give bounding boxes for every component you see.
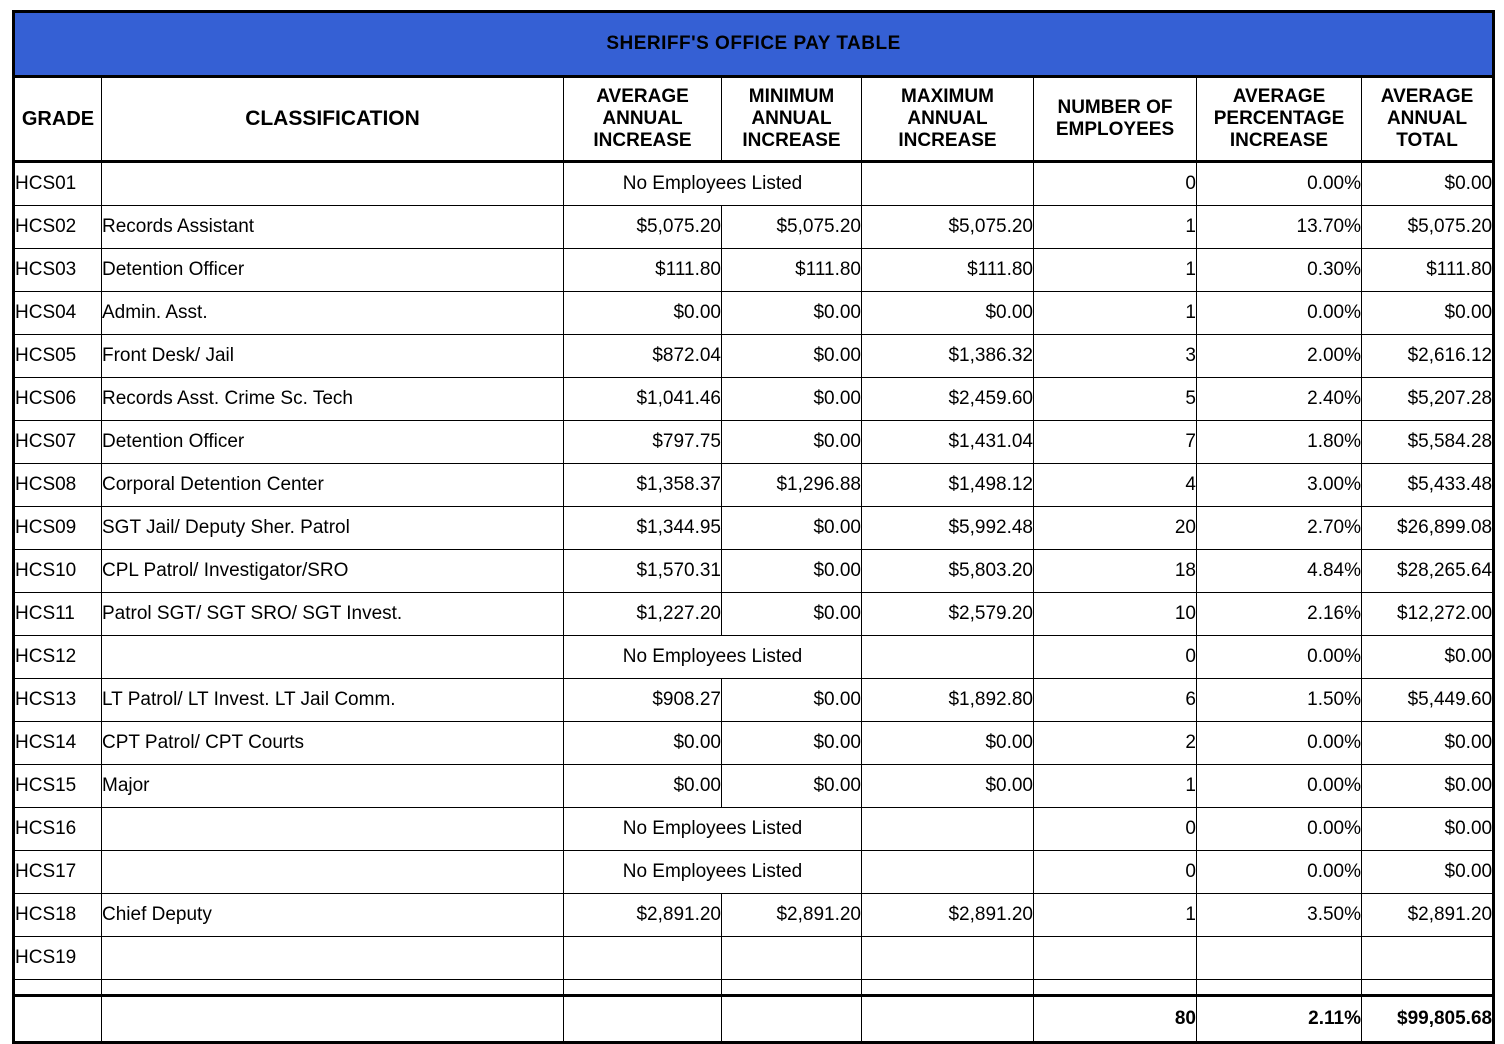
table-row [14,206,1494,249]
table-row [14,894,1494,937]
cell-total-minimum-annual-increase [722,996,862,1043]
cell-average-annual-total: $0.00 [1362,765,1494,808]
cell-grade: HCS07 [14,421,102,464]
cell-average-annual-total: $5,449.60 [1362,679,1494,722]
cell-average-annual-total: $0.00 [1362,292,1494,335]
cell-average-percentage-increase: 0.00% [1197,722,1362,765]
cell-maximum-annual-increase: $1,431.04 [862,421,1034,464]
table-row [14,335,1494,378]
cell-average-percentage-increase: 2.40% [1197,378,1362,421]
page-title: SHERIFF'S OFFICE PAY TABLE [14,12,1494,77]
cell-minimum-annual-increase: $0.00 [722,593,862,636]
cell-maximum-annual-increase: $2,459.60 [862,378,1034,421]
cell-minimum-annual-increase: $0.00 [722,765,862,808]
cell-average-annual-increase: $1,358.37 [564,464,722,507]
cell-grade: HCS05 [14,335,102,378]
cell-average-annual-total: $5,584.28 [1362,421,1494,464]
cell-maximum-annual-increase: $2,579.20 [862,593,1034,636]
cell-total-maximum-annual-increase [862,996,1034,1043]
cell-classification: Front Desk/ Jail [102,335,564,378]
cell-grade: HCS03 [14,249,102,292]
cell-minimum-annual-increase: $0.00 [722,421,862,464]
spacer-cell [722,980,862,996]
cell-number-of-employees: 4 [1034,464,1197,507]
cell-number-of-employees: 0 [1034,851,1197,894]
table-row [14,249,1494,292]
cell-maximum-annual-increase: $0.00 [862,722,1034,765]
cell-grade: HCS04 [14,292,102,335]
title-row [14,12,1494,77]
column-header-average-percentage-increase: AVERAGE PERCENTAGE INCREASE [1197,77,1362,162]
spacer-cell [14,980,102,996]
cell-maximum-annual-increase: $5,992.48 [862,507,1034,550]
cell-classification: Major [102,765,564,808]
cell-classification [102,636,564,679]
column-header-classification: CLASSIFICATION [102,77,564,162]
cell-average-annual-total: $5,433.48 [1362,464,1494,507]
table-row [14,593,1494,636]
cell-number-of-employees: 2 [1034,722,1197,765]
cell-number-of-employees: 1 [1034,249,1197,292]
cell-number-of-employees: 3 [1034,335,1197,378]
cell-grade: HCS06 [14,378,102,421]
cell-average-percentage-increase: 3.50% [1197,894,1362,937]
table-row [14,550,1494,593]
cell-classification: Corporal Detention Center [102,464,564,507]
cell-minimum-annual-increase: $1,296.88 [722,464,862,507]
cell-grade: HCS16 [14,808,102,851]
cell-total-number-of-employees: 80 [1034,996,1197,1043]
cell-maximum-annual-increase: $1,386.32 [862,335,1034,378]
cell-minimum-annual-increase: $0.00 [722,507,862,550]
table-row [14,636,1494,679]
table-body [14,162,1494,1043]
cell-number-of-employees: 7 [1034,421,1197,464]
cell-number-of-employees: 6 [1034,679,1197,722]
column-header-minimum-annual-increase: MINIMUM ANNUAL INCREASE [722,77,862,162]
cell-number-of-employees: 1 [1034,206,1197,249]
cell-grade: HCS14 [14,722,102,765]
table-row [14,937,1494,980]
cell-grade: HCS12 [14,636,102,679]
cell-average-percentage-increase: 1.50% [1197,679,1362,722]
cell-minimum-annual-increase: $0.00 [722,550,862,593]
cell-classification: LT Patrol/ LT Invest. LT Jail Comm. [102,679,564,722]
cell-average-annual-total: $28,265.64 [1362,550,1494,593]
column-header-grade: GRADE [14,77,102,162]
cell-average-annual-total: $2,891.20 [1362,894,1494,937]
cell-no-employees-listed: No Employees Listed [564,162,862,206]
cell-maximum-annual-increase [862,162,1034,206]
cell-average-annual-increase: $797.75 [564,421,722,464]
cell-average-annual-increase: $1,227.20 [564,593,722,636]
cell-average-percentage-increase: 0.00% [1197,808,1362,851]
table-row [14,851,1494,894]
cell-total-grade [14,996,102,1043]
cell-classification: Records Asst. Crime Sc. Tech [102,378,564,421]
cell-average-annual-increase: $1,041.46 [564,378,722,421]
cell-average-annual-total: $0.00 [1362,808,1494,851]
cell-average-annual-total: $26,899.08 [1362,507,1494,550]
cell-minimum-annual-increase: $0.00 [722,679,862,722]
cell-number-of-employees: 10 [1034,593,1197,636]
column-header-number-of-employees: NUMBER OF EMPLOYEES [1034,77,1197,162]
cell-average-percentage-increase: 0.00% [1197,765,1362,808]
table-row [14,765,1494,808]
cell-total-average-percentage-increase: 2.11% [1197,996,1362,1043]
column-header-average-annual-increase: AVERAGE ANNUAL INCREASE [564,77,722,162]
cell-maximum-annual-increase: $2,891.20 [862,894,1034,937]
cell-maximum-annual-increase: $1,892.80 [862,679,1034,722]
cell-classification: CPT Patrol/ CPT Courts [102,722,564,765]
cell-classification [102,162,564,206]
cell-minimum-annual-increase: $0.00 [722,378,862,421]
cell-grade: HCS15 [14,765,102,808]
cell-average-percentage-increase: 1.80% [1197,421,1362,464]
cell-average-annual-increase: $0.00 [564,292,722,335]
table-row [14,378,1494,421]
cell-classification: CPL Patrol/ Investigator/SRO [102,550,564,593]
cell-number-of-employees: 5 [1034,378,1197,421]
cell-maximum-annual-increase: $5,803.20 [862,550,1034,593]
cell-classification: Patrol SGT/ SGT SRO/ SGT Invest. [102,593,564,636]
cell-average-annual-increase: $2,891.20 [564,894,722,937]
cell-average-annual-total: $5,207.28 [1362,378,1494,421]
cell-maximum-annual-increase: $1,498.12 [862,464,1034,507]
table-row [14,808,1494,851]
cell-grade: HCS01 [14,162,102,206]
cell-maximum-annual-increase: $5,075.20 [862,206,1034,249]
spacer-cell [1034,980,1197,996]
cell-minimum-annual-increase: $5,075.20 [722,206,862,249]
cell-average-annual-total: $111.80 [1362,249,1494,292]
cell-average-percentage-increase [1197,937,1362,980]
cell-minimum-annual-increase: $0.00 [722,722,862,765]
cell-number-of-employees: 1 [1034,765,1197,808]
column-header-maximum-annual-increase: MAXIMUM ANNUAL INCREASE [862,77,1034,162]
cell-minimum-annual-increase: $111.80 [722,249,862,292]
cell-classification: SGT Jail/ Deputy Sher. Patrol [102,507,564,550]
cell-maximum-annual-increase [862,851,1034,894]
cell-classification [102,937,564,980]
cell-average-annual-total: $0.00 [1362,162,1494,206]
cell-total-average-annual-total: $99,805.68 [1362,996,1494,1043]
cell-number-of-employees: 0 [1034,162,1197,206]
cell-total-average-annual-increase [564,996,722,1043]
table-row [14,162,1494,206]
cell-average-annual-increase: $0.00 [564,765,722,808]
cell-average-annual-total: $12,272.00 [1362,593,1494,636]
cell-grade: HCS02 [14,206,102,249]
cell-grade: HCS17 [14,851,102,894]
cell-grade: HCS10 [14,550,102,593]
cell-grade: HCS08 [14,464,102,507]
cell-number-of-employees [1034,937,1197,980]
cell-classification: Records Assistant [102,206,564,249]
cell-average-percentage-increase: 2.16% [1197,593,1362,636]
cell-average-percentage-increase: 13.70% [1197,206,1362,249]
cell-maximum-annual-increase [862,808,1034,851]
table-row [14,421,1494,464]
cell-average-annual-total: $0.00 [1362,722,1494,765]
cell-no-employees-listed: No Employees Listed [564,851,862,894]
header-row [14,77,1494,162]
cell-average-percentage-increase: 2.00% [1197,335,1362,378]
cell-average-annual-increase: $1,344.95 [564,507,722,550]
cell-no-employees-listed: No Employees Listed [564,808,862,851]
cell-average-annual-increase [564,937,722,980]
cell-average-percentage-increase: 0.00% [1197,162,1362,206]
spacer-cell [1197,980,1362,996]
cell-grade: HCS19 [14,937,102,980]
cell-classification [102,808,564,851]
column-header-average-annual-total: AVERAGE ANNUAL TOTAL [1362,77,1494,162]
spacer-cell [862,980,1034,996]
cell-minimum-annual-increase: $2,891.20 [722,894,862,937]
cell-grade: HCS18 [14,894,102,937]
cell-average-annual-total: $5,075.20 [1362,206,1494,249]
cell-average-annual-total: $0.00 [1362,636,1494,679]
cell-total-classification [102,996,564,1043]
cell-maximum-annual-increase: $111.80 [862,249,1034,292]
cell-grade: HCS11 [14,593,102,636]
spacer-cell [102,980,564,996]
table-row [14,722,1494,765]
pay-table [12,10,1495,1044]
cell-average-percentage-increase: 4.84% [1197,550,1362,593]
table-row [14,464,1494,507]
cell-classification: Admin. Asst. [102,292,564,335]
table-head [14,12,1494,162]
cell-grade: HCS09 [14,507,102,550]
cell-average-annual-total: $2,616.12 [1362,335,1494,378]
cell-average-percentage-increase: 0.00% [1197,851,1362,894]
table-row [14,679,1494,722]
cell-average-annual-increase: $111.80 [564,249,722,292]
cell-number-of-employees: 20 [1034,507,1197,550]
cell-grade: HCS13 [14,679,102,722]
cell-maximum-annual-increase [862,937,1034,980]
cell-no-employees-listed: No Employees Listed [564,636,862,679]
cell-average-annual-increase: $0.00 [564,722,722,765]
cell-average-percentage-increase: 0.30% [1197,249,1362,292]
spacer-cell [564,980,722,996]
spacer-row [14,980,1494,996]
cell-number-of-employees: 18 [1034,550,1197,593]
cell-number-of-employees: 1 [1034,292,1197,335]
cell-average-annual-increase: $5,075.20 [564,206,722,249]
cell-classification: Detention Officer [102,421,564,464]
cell-minimum-annual-increase: $0.00 [722,292,862,335]
cell-average-annual-total [1362,937,1494,980]
cell-number-of-employees: 1 [1034,894,1197,937]
table-row [14,292,1494,335]
totals-row [14,996,1494,1043]
table-row [14,507,1494,550]
cell-number-of-employees: 0 [1034,808,1197,851]
cell-average-percentage-increase: 0.00% [1197,636,1362,679]
cell-maximum-annual-increase [862,636,1034,679]
cell-average-percentage-increase: 3.00% [1197,464,1362,507]
cell-average-annual-total: $0.00 [1362,851,1494,894]
cell-maximum-annual-increase: $0.00 [862,292,1034,335]
cell-minimum-annual-increase: $0.00 [722,335,862,378]
cell-maximum-annual-increase: $0.00 [862,765,1034,808]
cell-classification [102,851,564,894]
cell-minimum-annual-increase [722,937,862,980]
cell-average-percentage-increase: 0.00% [1197,292,1362,335]
cell-classification: Chief Deputy [102,894,564,937]
cell-classification: Detention Officer [102,249,564,292]
cell-average-percentage-increase: 2.70% [1197,507,1362,550]
cell-average-annual-increase: $908.27 [564,679,722,722]
cell-average-annual-increase: $1,570.31 [564,550,722,593]
cell-average-annual-increase: $872.04 [564,335,722,378]
cell-number-of-employees: 0 [1034,636,1197,679]
spacer-cell [1362,980,1494,996]
